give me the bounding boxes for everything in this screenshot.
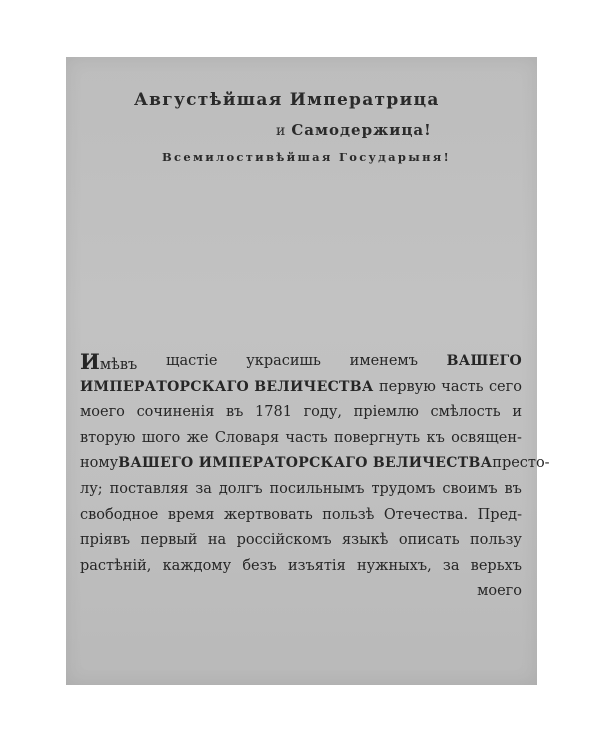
text-word: посильнымъ — [269, 480, 365, 497]
text-word: свободное — [80, 506, 159, 523]
text-word: Отечества. — [383, 506, 469, 523]
text-word: смѣлость — [430, 404, 501, 421]
text-word: первую — [378, 378, 436, 395]
drop-cap-initial: И — [80, 349, 100, 374]
text-line-5 — [80, 451, 550, 477]
text-word: на — [207, 532, 227, 549]
text-line-2 — [80, 375, 522, 401]
text-line-4 — [80, 426, 522, 452]
text-word — [357, 554, 432, 580]
text-word: часть — [441, 378, 484, 395]
text-word: за — [195, 480, 212, 497]
text-word: время — [167, 506, 215, 523]
text-word: именемъ — [349, 353, 418, 369]
text-word: верьхъ — [470, 557, 522, 574]
text-word: безъ — [242, 557, 277, 574]
text-word: сего — [488, 378, 522, 395]
text-word — [80, 554, 151, 580]
text-word: же — [186, 429, 209, 446]
text-line-8 — [80, 528, 522, 554]
comma: , — [427, 557, 432, 574]
text-line-3 — [80, 400, 522, 426]
text-word: пользѣ — [322, 506, 375, 523]
text-word: долгъ — [218, 480, 263, 497]
text-word: шого — [141, 429, 181, 446]
text-word: году, — [303, 404, 342, 421]
text-word: россiйскомъ — [236, 532, 332, 549]
text-word: ному — [80, 455, 119, 472]
text-word: сочиненiя — [136, 404, 215, 421]
dedication-heading-line-2 — [276, 121, 432, 139]
text-word: за — [442, 557, 460, 574]
text-word-caps: ИМПЕРАТОРСКАГО ВЕЛИЧЕСТВА — [80, 378, 374, 395]
text-line-9 — [80, 554, 522, 580]
text-word: щастiе — [166, 353, 218, 369]
text-word: лу; — [80, 480, 103, 497]
text-word: каждому — [162, 557, 232, 574]
text-word: повергнуть — [334, 429, 421, 446]
dedication-body — [80, 349, 550, 605]
catchword: моего — [477, 583, 522, 600]
text-word — [80, 349, 137, 375]
text-word: прiявъ — [80, 532, 131, 549]
text-word: жертвовать — [223, 506, 313, 523]
text-word-part: растѣнiй — [80, 557, 147, 574]
text-line-10 — [80, 579, 522, 605]
text-word-caps: ВАШЕГО — [446, 353, 522, 369]
text-word: 1781 — [255, 404, 292, 421]
text-word: въ — [226, 404, 244, 421]
text-word: въ — [504, 480, 522, 497]
text-word: языкѣ — [342, 532, 389, 549]
text-word: пользу — [470, 532, 522, 549]
dedication-heading-line-1: Августѣйшая Императрица — [134, 90, 440, 110]
comma: , — [146, 557, 152, 574]
text-line-7 — [80, 503, 522, 529]
text-word-tail: мѣвъ — [99, 357, 138, 373]
text-word: моего — [80, 404, 125, 421]
text-word: и — [512, 404, 522, 421]
text-line-6 — [80, 477, 522, 503]
text-word: вторую — [80, 429, 136, 446]
text-word: престо- — [492, 455, 550, 472]
text-word: своимъ — [442, 480, 498, 497]
text-word: описать — [398, 532, 460, 549]
book-page — [66, 57, 550, 685]
text-word-part: нужныхъ — [356, 557, 428, 574]
text-line-1 — [80, 349, 522, 375]
text-word: поставляя — [109, 480, 189, 497]
text-word: часть — [285, 429, 328, 446]
heading-conjunction: и — [276, 123, 286, 139]
text-word: Пред- — [477, 506, 522, 523]
text-word: изъятiя — [287, 557, 346, 574]
text-word: украсишь — [246, 353, 321, 369]
text-word-caps: ВАШЕГО ИМПЕРАТОРСКАГО ВЕЛИЧЕСТВА — [118, 455, 493, 472]
text-word: къ — [426, 429, 445, 446]
text-word: Словаря — [214, 429, 280, 446]
dedication-heading-line-3: Всемилостивѣйшая Государыня! — [162, 150, 451, 164]
heading-title-word: Самодержица! — [291, 121, 432, 139]
text-word: первый — [140, 532, 198, 549]
text-word: трудомъ — [371, 480, 436, 497]
text-word: освящен- — [451, 429, 522, 446]
text-word: прiемлю — [353, 404, 419, 421]
